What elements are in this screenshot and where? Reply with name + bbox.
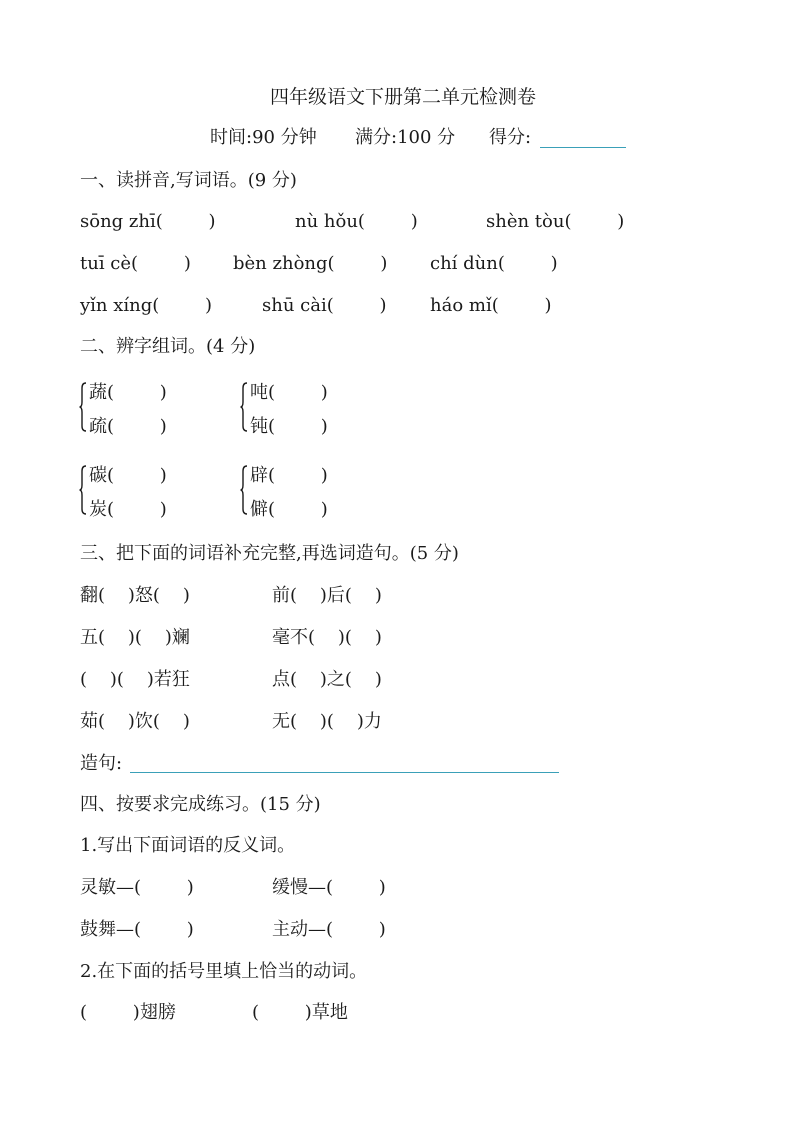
full-score-info: 满分:100 分 — [355, 127, 456, 148]
verb-item[interactable]: ( )翅膀 — [80, 1002, 176, 1023]
pinyin-item[interactable]: bèn zhòng( ) — [233, 253, 388, 274]
score-label: 得分: — [489, 127, 532, 148]
section-4-heading: 四、按要求完成练习。(15 分) — [80, 794, 321, 815]
time-info: 时间:90 分钟 — [210, 127, 317, 148]
idiom-item[interactable]: 毫不( )( ) — [272, 627, 382, 648]
sentence-blank[interactable] — [130, 772, 559, 773]
page-title: 四年级语文下册第二单元检测卷 — [270, 86, 537, 108]
idiom-item[interactable]: 翻( )怒( ) — [80, 585, 190, 606]
sentence-label: 造句: — [80, 753, 123, 774]
question-1: 1.写出下面词语的反义词。 — [80, 835, 296, 856]
left-brace-icon — [79, 382, 87, 432]
word-item[interactable]: 辟( ) — [250, 465, 328, 486]
idiom-item[interactable]: 点( )之( ) — [272, 669, 382, 690]
pinyin-item[interactable]: shū cài( ) — [262, 295, 387, 316]
left-brace-icon — [240, 465, 248, 515]
question-2: 2.在下面的括号里填上恰当的动词。 — [80, 961, 368, 982]
pinyin-item[interactable]: tuī cè( ) — [80, 253, 191, 274]
idiom-item[interactable]: 无( )( )力 — [272, 711, 382, 732]
section-1-heading: 一、读拼音,写词语。(9 分) — [80, 170, 297, 191]
pinyin-item[interactable]: shèn tòu( ) — [486, 211, 625, 232]
verb-item[interactable]: ( )草地 — [252, 1002, 348, 1023]
left-brace-icon — [240, 382, 248, 432]
word-item[interactable]: 炭( ) — [89, 499, 167, 520]
pinyin-item[interactable]: nù hǒu( ) — [295, 211, 418, 232]
word-item[interactable]: 吨( ) — [250, 382, 328, 403]
pinyin-item[interactable]: yǐn xíng( ) — [80, 295, 213, 316]
word-item[interactable]: 疏( ) — [89, 416, 167, 437]
pinyin-item[interactable]: sōng zhī( ) — [80, 211, 216, 232]
idiom-item[interactable]: 五( )( )斓 — [80, 627, 190, 648]
antonym-item[interactable]: 鼓舞—( ) — [80, 919, 194, 940]
pinyin-item[interactable]: chí dùn( ) — [430, 253, 558, 274]
score-blank[interactable] — [540, 147, 626, 148]
antonym-item[interactable]: 缓慢—( ) — [272, 877, 386, 898]
section-2-heading: 二、辨字组词。(4 分) — [80, 336, 256, 357]
word-item[interactable]: 碳( ) — [89, 465, 167, 486]
word-item[interactable]: 僻( ) — [250, 499, 328, 520]
pinyin-item[interactable]: háo mǐ( ) — [430, 295, 552, 316]
antonym-item[interactable]: 主动—( ) — [272, 919, 386, 940]
idiom-item[interactable]: 茹( )饮( ) — [80, 711, 190, 732]
section-3-heading: 三、把下面的词语补充完整,再选词造句。(5 分) — [80, 543, 459, 564]
left-brace-icon — [79, 465, 87, 515]
word-item[interactable]: 钝( ) — [250, 416, 328, 437]
antonym-item[interactable]: 灵敏—( ) — [80, 877, 194, 898]
idiom-item[interactable]: ( )( )若狂 — [80, 669, 190, 690]
word-item[interactable]: 蔬( ) — [89, 382, 167, 403]
idiom-item[interactable]: 前( )后( ) — [272, 585, 382, 606]
